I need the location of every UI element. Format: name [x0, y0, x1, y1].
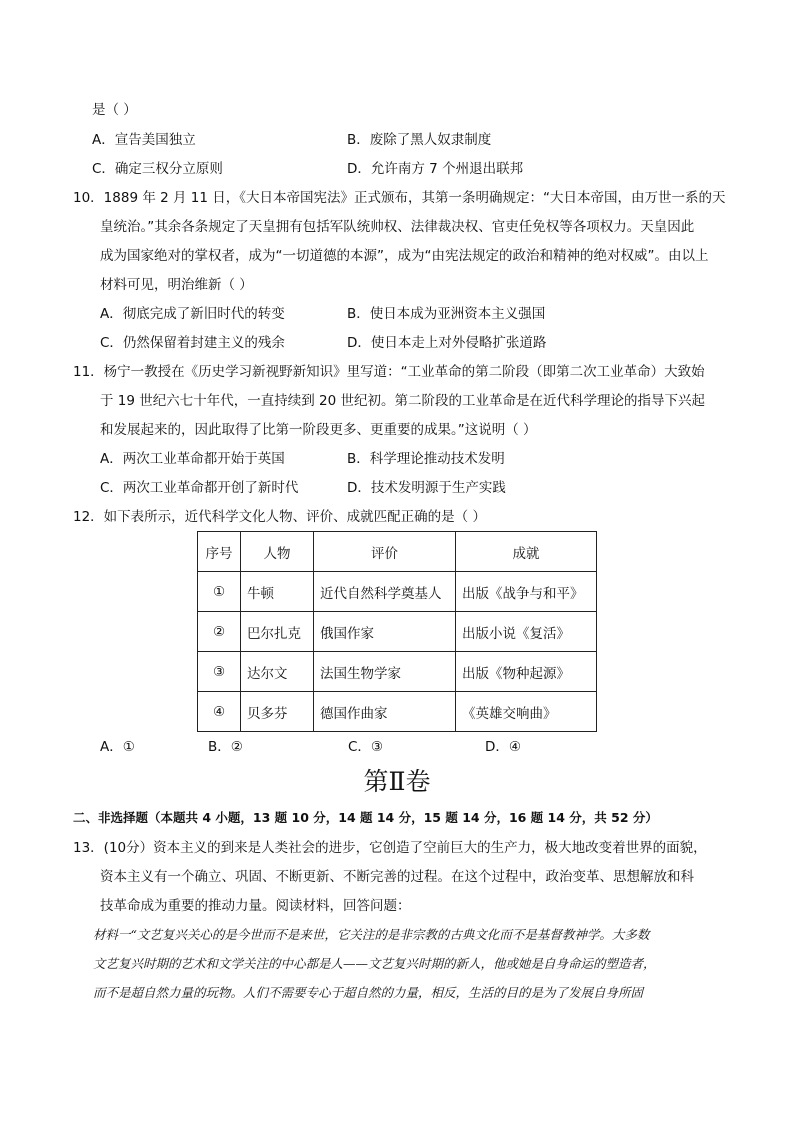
q13-material-line-2: 文艺复兴时期的艺术和文学关注的中心都是人——文艺复兴时期的新人，他或她是自身命运的塑造者，	[93, 956, 656, 971]
q9-option-b: B．废除了黑人奴隶制度	[347, 132, 492, 148]
q11-option-a: A．两次工业革命都开始于英国	[100, 451, 285, 467]
q10-option-a: A．彻底完成了新旧时代的转变	[100, 306, 285, 322]
q13-line-1: 13．(10分）资本主义的到来是人类社会的进步，它创造了空前巨大的生产力，极大地改变着世界的面貌，	[73, 840, 707, 856]
table-cell: ①	[198, 572, 241, 612]
q9-option-d: D．允许南方 7 个州退出联邦	[347, 161, 524, 177]
table-row	[198, 652, 597, 692]
table-cell: 《英雄交响曲》	[456, 692, 597, 732]
q10-line-2: 皇统治。”其余各条规定了天皇拥有包括军队统帅权、法律裁决权、官吏任免权等各项权力。天皇因此	[100, 219, 695, 235]
table-cell: 牛顿	[241, 572, 314, 612]
q13-line-3: 技革命成为重要的推动力量。阅读材料，回答问题：	[100, 898, 411, 914]
table-row	[198, 572, 597, 612]
q11-option-d: D．技术发明源于生产实践	[347, 480, 506, 496]
q12-option-c: C．③	[348, 739, 384, 755]
table-row	[198, 692, 597, 732]
q10-option-b: B．使日本成为亚洲资本主义强国	[347, 306, 546, 322]
table-cell: 出版小说《复活》	[456, 612, 597, 652]
q13-material-line-3: 而不是超自然力量的玩物。人们不需要专心于超自然的力量，相反，生活的目的是为了发展自身所固	[93, 985, 644, 1000]
table-header-achievement: 成就	[456, 532, 597, 572]
q11-line-3: 和发展起来的，因此取得了比第一阶段更多、更重要的成果。”这说明（ ）	[100, 422, 537, 438]
q9-stem-tail: 是（ ）	[92, 102, 137, 118]
table-cell: 达尔文	[241, 652, 314, 692]
q12-option-d: D．④	[485, 739, 521, 755]
table-cell: 近代自然科学奠基人	[314, 572, 456, 612]
table-cell: 巴尔扎克	[241, 612, 314, 652]
table-header-evaluation: 评价	[314, 532, 456, 572]
q10-line-4: 材料可见，明治维新（ ）	[100, 277, 253, 293]
table-cell: 德国作曲家	[314, 692, 456, 732]
table-cell: ②	[198, 612, 241, 652]
q9-option-a: A．宣告美国独立	[92, 132, 196, 148]
q11-option-b: B．科学理论推动技术发明	[347, 451, 505, 467]
q13-line-2: 资本主义有一个确立、巩固、不断更新、不断完善的过程。在这个过程中，政治变革、思想解放和科	[100, 869, 694, 885]
q12-stem: 12．如下表所示，近代科学文化人物、评价、成就匹配正确的是（ ）	[73, 509, 486, 525]
q11-line-2: 于 19 世纪六七十年代，一直持续到 20 世纪初。第二阶段的工业革命是在近代科学理论的指导下兴起	[100, 393, 706, 409]
q12-option-a: A．①	[100, 739, 135, 755]
q12-option-b: B．②	[208, 739, 243, 755]
table-cell: 出版《战争与和平》	[456, 572, 597, 612]
table-header-index: 序号	[198, 532, 241, 572]
table-header-person: 人物	[241, 532, 314, 572]
table-cell: ③	[198, 652, 241, 692]
section-title: 第Ⅱ卷	[363, 767, 431, 796]
q11-line-1: 11．杨宁一教授在《历史学习新视野新知识》里写道：“工业革命的第二阶段（即第二次工业革命）大致始	[73, 364, 705, 380]
q10-option-d: D．使日本走上对外侵略扩张道路	[347, 335, 547, 351]
table-header-row	[198, 532, 597, 572]
section-heading: 二、非选择题（本题共 4 小题，13 题 10 分，14 题 14 分，15 题 14 分，16 题 14 分，共 52 分）	[73, 810, 658, 825]
q10-option-c: C．仍然保留着封建主义的残余	[100, 335, 285, 351]
q10-line-3: 成为国家绝对的掌权者，成为“一切道德的本源”，成为“由宪法规定的政治和精神的绝对权威”。由以上	[100, 248, 709, 264]
q13-material-line-1: 材料一“文艺复兴关心的是今世而不是来世，它关注的是非宗教的古典文化而不是基督教神学。大多数	[93, 927, 650, 942]
q12-table	[197, 531, 597, 732]
q10-line-1: 10．1889 年 2 月 11 日，《大日本帝国宪法》正式颁布，其第一条明确规定：“大日本帝国，由万世一系的天	[73, 190, 726, 206]
q9-option-c: C．确定三权分立原则	[92, 161, 223, 177]
table-cell: 俄国作家	[314, 612, 456, 652]
q11-option-c: C．两次工业革命都开创了新时代	[100, 480, 299, 496]
table-row	[198, 612, 597, 652]
table-cell: 法国生物学家	[314, 652, 456, 692]
table-cell: ④	[198, 692, 241, 732]
table-cell: 出版《物种起源》	[456, 652, 597, 692]
table-cell: 贝多芬	[241, 692, 314, 732]
